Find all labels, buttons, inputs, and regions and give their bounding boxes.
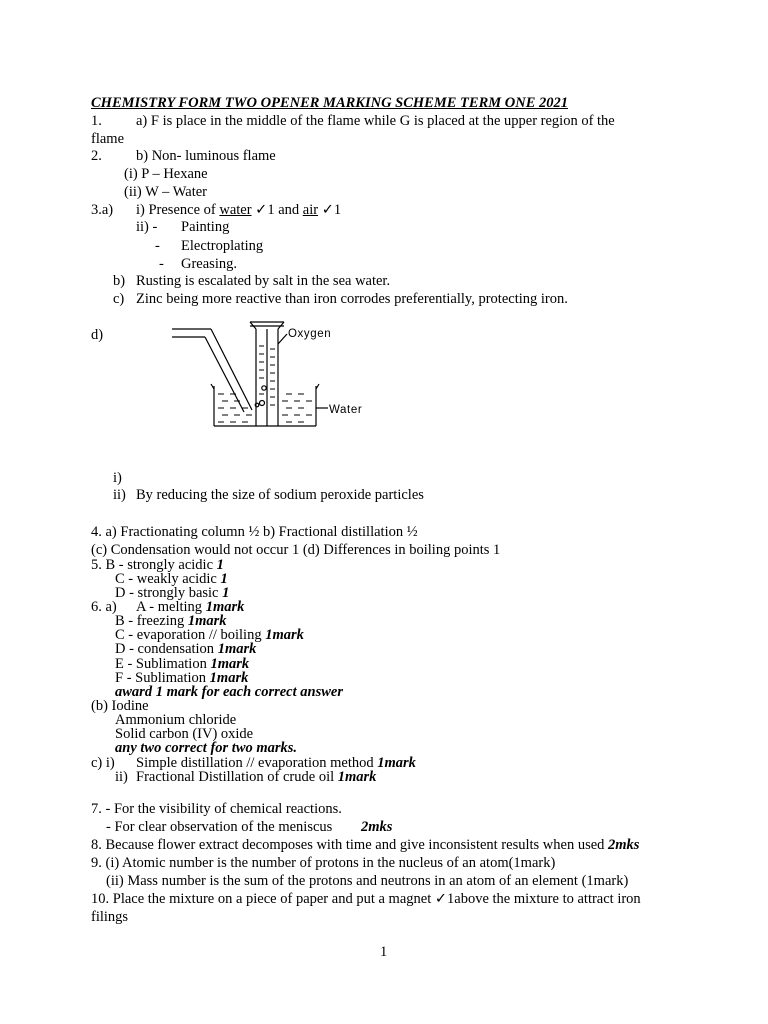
bullet-dash: - bbox=[155, 238, 160, 254]
q3-part-ii-b: Electroplating bbox=[181, 238, 264, 254]
tick-icon: ✓ bbox=[321, 202, 334, 218]
gas-collection-diagram bbox=[170, 318, 370, 438]
q3-part-ii-a: Painting bbox=[181, 219, 230, 235]
q6-b-note: any two correct for two marks. bbox=[115, 740, 298, 756]
q3-part-i: i) Presence of water ✓1 and air ✓1 bbox=[136, 202, 342, 218]
q1-answer-cont: flame bbox=[91, 131, 125, 147]
q9-ii: (ii) Mass number is the sum of the protons and neutrons in an atom of an element (1mark) bbox=[106, 873, 629, 889]
q6-a-F: F - Sublimation 1mark bbox=[115, 670, 249, 686]
q3-c-answer: Zinc being more reactive than iron corrodes preferentially, protecting iron. bbox=[136, 291, 568, 307]
q5-c: C - weakly acidic 1 bbox=[115, 571, 228, 587]
q6-a-C: C - evaporation // boiling 1mark bbox=[115, 627, 304, 643]
bullet-dash: - bbox=[159, 256, 164, 272]
q4-c-d: (c) Condensation would not occur 1 (d) Differences in boiling points 1 bbox=[91, 542, 501, 558]
q3-b-label: b) bbox=[113, 273, 126, 289]
q3-part-ii-label: ii) - bbox=[136, 219, 158, 235]
q5-d: D - strongly basic 1 bbox=[115, 585, 230, 601]
q7-mark: 2mks bbox=[361, 819, 393, 835]
q6-c-ii-label: ii) bbox=[115, 769, 128, 785]
q6-c-label: c) i) bbox=[91, 755, 115, 771]
q6-award-note: award 1 mark for each correct answer bbox=[115, 684, 343, 700]
q3-d-ii-answer: By reducing the size of sodium peroxide particles bbox=[136, 487, 424, 503]
q6-b-item: Ammonium chloride bbox=[115, 712, 237, 728]
q6-c-ii: Fractional Distillation of crude oil 1mark bbox=[136, 769, 377, 785]
q10-answer-cont: filings bbox=[91, 909, 129, 925]
q3-part-ii-c: Greasing. bbox=[181, 256, 237, 272]
q3-c-label: c) bbox=[113, 291, 125, 307]
q6-b-label: (b) Iodine bbox=[91, 698, 149, 714]
page-number: 1 bbox=[380, 944, 388, 960]
tick-icon: ✓ bbox=[255, 202, 268, 218]
q7-b: - For clear observation of the meniscus bbox=[106, 819, 333, 835]
q1-number: 1. bbox=[91, 113, 102, 129]
oxygen-label: Oxygen bbox=[288, 328, 332, 340]
q1-answer: a) F is place in the middle of the flame while G is placed at the upper region of the bbox=[136, 113, 615, 129]
q8-answer: 8. Because flower extract decomposes with time and give inconsistent results when used 2mks bbox=[91, 837, 640, 853]
q9-i: 9. (i) Atomic number is the number of protons in the nucleus of an atom(1mark) bbox=[91, 855, 556, 871]
q6-a-label: 6. a) bbox=[91, 599, 117, 615]
q10-answer: 10. Place the mixture on a piece of paper and put a magnet ✓1above the mixture to attract iron bbox=[91, 891, 641, 907]
q3-b-answer: Rusting is escalated by salt in the sea water. bbox=[136, 273, 391, 289]
q6-a-B: B - freezing 1mark bbox=[115, 613, 227, 629]
q2-part-i: (i) P – Hexane bbox=[124, 166, 208, 182]
page-title: CHEMISTRY FORM TWO OPENER MARKING SCHEME TERM ONE 2021 bbox=[91, 95, 568, 111]
q2-number: 2. bbox=[91, 148, 102, 164]
q6-b-item: Solid carbon (IV) oxide bbox=[115, 726, 254, 742]
q6-a-A: A - melting 1mark bbox=[136, 599, 245, 615]
q2-part-ii: (ii) W – Water bbox=[124, 184, 207, 200]
q6-a-E: E - Sublimation 1mark bbox=[115, 656, 250, 672]
q4-a-b: 4. a) Fractionating column ½ b) Fractional distillation ½ bbox=[91, 524, 418, 540]
q3-d-i-label: i) bbox=[113, 470, 122, 486]
water-label: Water bbox=[329, 404, 363, 416]
q5-b: 5. B - strongly acidic 1 bbox=[91, 557, 224, 573]
q3-d-label: d) bbox=[91, 327, 104, 343]
q3-d-ii-label: ii) bbox=[113, 487, 126, 503]
q7-a: 7. - For the visibility of chemical reactions. bbox=[91, 801, 342, 817]
q6-c-i: Simple distillation // evaporation method 1mark bbox=[136, 755, 416, 771]
tick-icon: ✓ bbox=[434, 891, 448, 907]
q2-answer: b) Non- luminous flame bbox=[136, 148, 276, 164]
q6-a-D: D - condensation 1mark bbox=[115, 641, 257, 657]
q3-number: 3.a) bbox=[91, 202, 114, 218]
